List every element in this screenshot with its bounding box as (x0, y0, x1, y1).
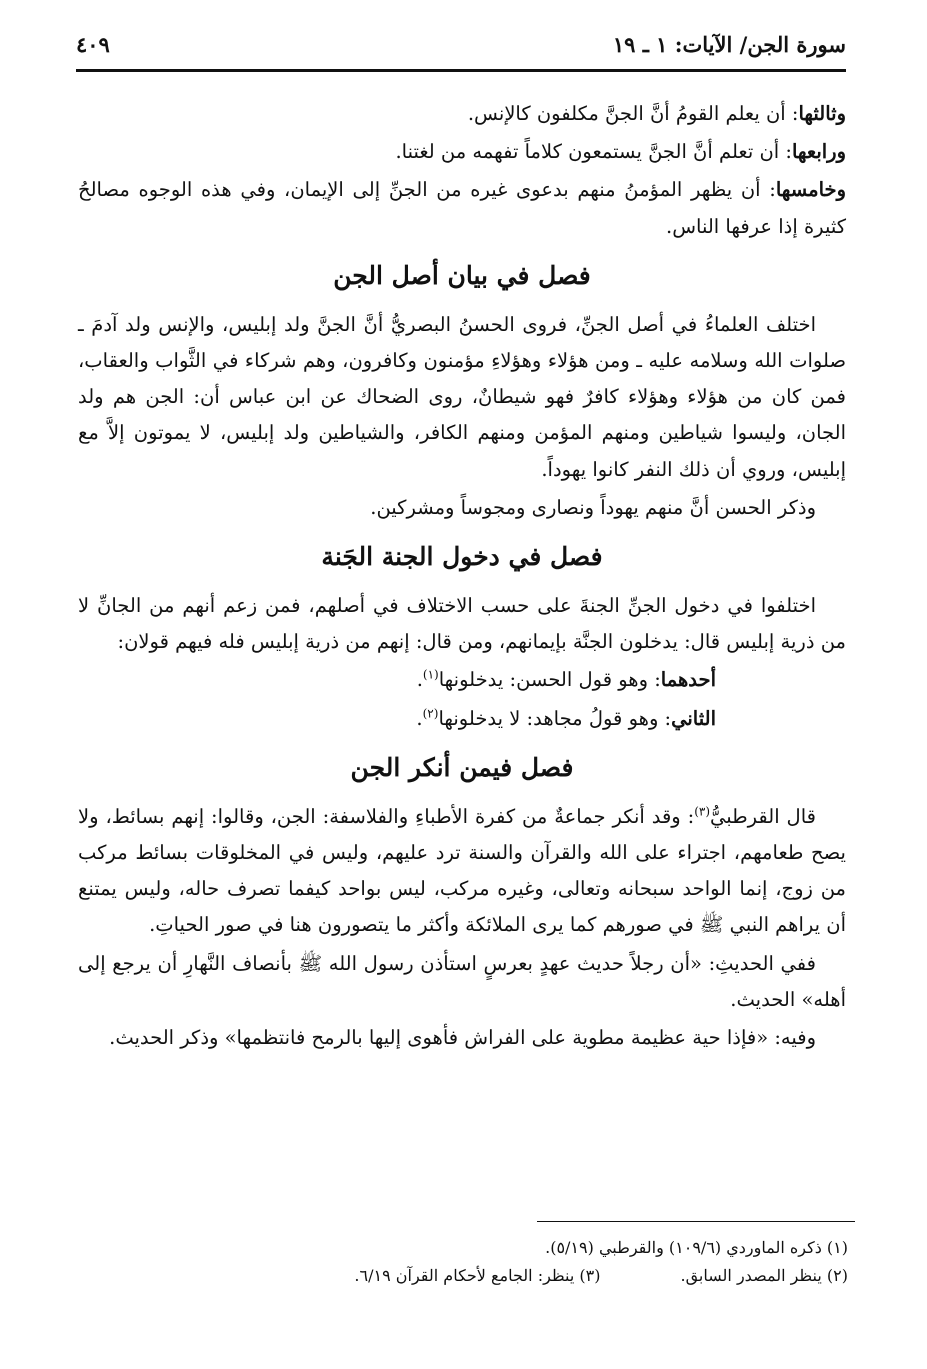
section-heading-paradise: فصل في دخول الجنة الجَنة (321, 542, 603, 572)
opinion-second (78, 701, 846, 737)
footnote-ref[interactable]: (٢) (422, 706, 439, 721)
section-heading-deniers: فصل فيمن أنكر الجن (350, 752, 574, 782)
running-head-title: سورة الجن/ الآيات: ١ ـ ١٩ (612, 32, 846, 57)
deniers-text: : وقد أنكر جماعةٌ من كفرة الأطباءِ والفلاسفة: الجن، وقالوا: إنهم بسائط، ولا يصح طعامهم، اجتراء على الله والقرآن والسنة ترد عليهم، وليس في المخلوقات بسائط مركب من زوج، إنما الواحد سبحانه وتعالى، وغيره مركب، ليس بواحد كيفما تصرف حاله، وليس يمتنع أن يراهم النبي ﷺ في صورهم كما يرى الملائكة وأكثر ما يتصورون هنا في صور الحياتِ. (78, 804, 846, 937)
origin-paragraph-2: وذكر الحسن أنَّ منهم يهوداً ونصارى ومجوساً ومشركين. (370, 495, 816, 519)
opinion-text: : وهو قولُ مجاهد: لا يدخلونها (438, 706, 672, 730)
page-number: ٤٠٩ (76, 32, 110, 57)
deniers-lead: قال القرطبيُّ (710, 804, 816, 828)
footnote-ref[interactable]: (٣) (694, 804, 711, 819)
footnote-rule (537, 1221, 855, 1222)
footnote-row (78, 1262, 848, 1290)
opinion-first (78, 662, 846, 698)
deniers-paragraph (78, 799, 846, 944)
section-heading-origin: فصل في بيان أصل الجن (333, 260, 591, 290)
footnote-ref[interactable]: (١) (422, 667, 439, 682)
footnotes (78, 1234, 848, 1290)
opinion-term: أحدهما (660, 668, 716, 692)
header-rule (76, 69, 846, 72)
intro-term: وخامسها (775, 178, 846, 202)
hadith-paragraph: ففي الحديثِ: «أن رجلاً حديث عهدٍ بعرسٍ استأذن رسول الله ﷺ بأنصاف النَّهارِ أن يرجع إلى أهله» الحديث. (78, 951, 846, 1011)
origin-paragraph: اختلف العلماءُ في أصل الجنِّ، فروى الحسنُ البصريُّ أنَّ الجنَّ ولد إبليس، والإنس ولد آدمَ ـ صلوات الله وسلامه عليه ـ ومن هؤلاء وهؤلاءِ مؤمنون وكافرون، وهم شركاء في الثَّواب والعقاب، فمن كان من هؤلاء وهؤلاء كافرٌ فهو شيطانٌ، روى الضحاك عن ابن عباس أن: الجن هم ولد الجان، وليسوا شياطين ومنهم المؤمن ومنهم الكافر، والشياطين ولد إبليس، لا يموتون إلاَّ مع إبليس، وروي أن ذلك النفر كانوا يهوداً. (78, 312, 846, 481)
intro-text: : أن يعلم القومُ أنَّ الجنَّ مكلفون كالإنس. (467, 102, 799, 125)
intro-item-fifth (78, 172, 846, 244)
running-head (76, 28, 846, 74)
opinion-text: : وهو قول الحسن: يدخلونها (438, 668, 661, 692)
end-mark: . (416, 706, 423, 730)
main-text (78, 96, 846, 1058)
intro-item-fourth (78, 134, 846, 170)
intro-item-third (78, 96, 846, 132)
end-mark: . (416, 668, 423, 692)
hadith-paragraph-2: وفيه: «فإذا حية عظيمة مطوية على الفراش فأهوى إليها بالرمح فانتظمها» وذكر الحديث. (109, 1026, 816, 1050)
footnote-3: (٣) ينظر: الجامع لأحكام القرآن ٦/١٩. (354, 1266, 601, 1285)
footnote-2: (٢) ينظر المصدر السابق. (680, 1266, 848, 1285)
intro-text: : أن تعلم أنَّ الجنَّ يستمعون كلاماً تفهمه من لغتنا. (395, 140, 792, 164)
intro-term: ورابعها (791, 140, 846, 164)
paradise-paragraph: اختلفوا في دخول الجنِّ الجنةَ على حسب الاختلاف في أصلهم، فمن زعم أنهم من الجانِّ لا من ذرية إبليس قال: يدخلون الجنَّة بإيمانهم، ومن قال: إنهم من ذرية إبليس فله فيهم قولان: (78, 594, 846, 654)
footnote-1: (١) ذكره الماوردي (١٠٩/٦) والقرطبي (٥/١٩). (545, 1238, 848, 1257)
opinion-term: الثاني (671, 706, 716, 730)
intro-term: وثالثها (798, 102, 846, 125)
intro-text: : أن يظهر المؤمنُ منهم بدعوى غيره من الجنِّ إلى الإيمان، وفي هذه الوجوه مصالحُ كثيرة إذا عرفها الناس. (78, 178, 846, 238)
